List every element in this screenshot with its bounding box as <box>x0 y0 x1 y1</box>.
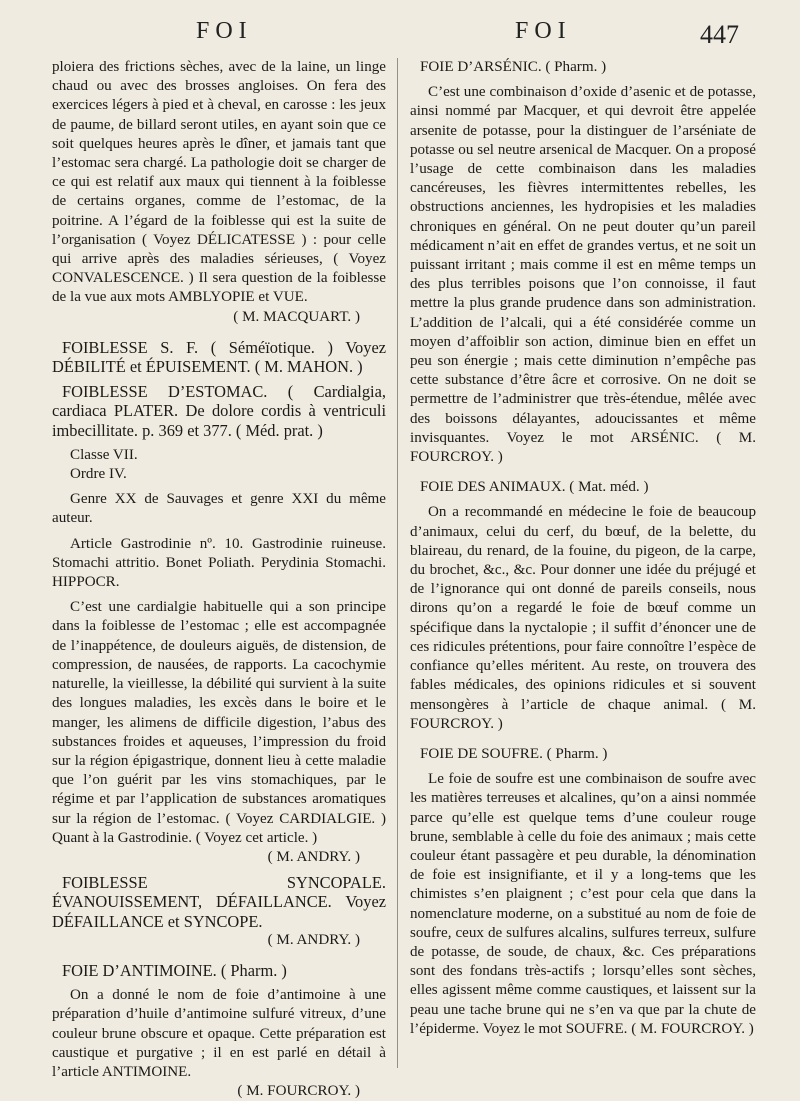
author-signature: ( M. FOURCROY. ) <box>237 1083 360 1100</box>
author-signature: ( M. ANDRY. ) <box>267 931 360 948</box>
paragraph-foie-antimoine: On a donné le nom de foie d’antimoine à une préparation d’huile d’antimoine sulfuré vitreux, d’une couleur brune obscure et opaque. Cette préparation est caustique et purgative ; il en est parlé en détail à l’article ANTIMOINE. <box>52 987 386 1080</box>
paragraph-cardialgie: C’est une cardialgie habituelle qui a son principe dans la foiblesse de l’estomac ; elle est accompagnée de l’inappétence, de douleurs aiguës, de distension, de compression, de nausées, de rapports. La cacochymie naturelle, la vieillesse, la débilité qui survient à la suite des longues maladies, les excès dans le boire et le manger, les alimens de difficile digestion, l’abus des substances froides et aqueuses, l’impression du froid sur la région épigastrique, donnent lieu à cette maladie que l’on guérit par les vins stomachiques, par le régime et par l’application de substances aromatiques sur la région de l’estomac. ( Voyez CARDIALGIE. ) Quant à la Gastrodinie. ( Voyez cet article. ) <box>52 599 386 846</box>
entry-foiblesse-syncopale: FOIBLESSE SYNCOPALE. ÉVANOUISSEMENT, DÉFAILLANCE. Voyez DÉFAILLANCE et SYNCOPE. <box>52 873 386 931</box>
running-head-right: FOI <box>515 18 572 44</box>
entry-foie-arsenic: FOIE D’ARSÉNIC. ( Pharm. ) <box>420 59 607 75</box>
paragraph-foie-soufre: Le foie de soufre est une combinaison de soufre avec les matières terreuses et alcalines, qu’on a ainsi nommée parce qu’elle est quelque tems d’une couleur rouge brune, semblable à celle du foie des animaux ; mais cette couleur étant passagère et peu durable, la dénomination de foie est insignifiante, et il y a long-tems que les chimistes s’en plaignent ; c’est pour cela que dans la nomenclature moderne, on a substitué au nom de foie de soufre, ceux de sulfures alcalins, sulfures terreux, sulfure de potasse, de soude, de chaux, &c. Ces préparations sont des fondans très-actifs ; lorsqu’elles sont sèches, elles agissent même comme caustiques, et laissent sur la peau une tache brune qui ne s’en va que par la chute de l’épiderme. Voyez le mot SOUFRE. ( M. FOURCROY. ) <box>410 771 756 1037</box>
paragraph-foie-arsenic: C’est une combinaison d’oxide d’asenic et de potasse, ainsi nommé par Macquer, et qui devroit être appelée arsenite de potasse, pour la distinguer de l’arséniate de potasse ou sel neutre arsenical de Macquer. On a proposé l’usage de cette combinaison dans les maladies cancéreuses, les fièvres intermittentes rebelles, les obstructions anciennes, les hydropisies et les maladies chroniques en général. On ne peut douter qu’un pareil médicament n’ait en effet de grandes vertus, et ne soit un puissant irritant ; mais comme il est en même temps un des plus terribles poisons que l’on connoisse, il faut mettre la plus grande prudence dans son administration. L’addition de l’alcali, qui a été considérée comme un moyen d’affoiblir son action, diminue bien en effet un peu son énergie ; mais cette diminution n’empêche pas cette substance d’être âcre et corrosive. On ne doit se permettre de l’administrer que très-étendue, mêlée avec des boissons délayantes, adoucissantes et même invisquantes. Voyez le mot ARSÉNIC. ( M. FOURCROY. ) <box>410 84 756 466</box>
entry-foiblesse-estomac: FOIBLESSE D’ESTOMAC. ( Cardialgia, cardiaca PLATER. De dolore cordis à ventriculi imbecillitate. p. 369 et 377. ( Méd. prat. ) <box>52 382 386 440</box>
classification-ordre: Ordre IV. <box>70 466 127 483</box>
classification-article: Article Gastrodinie nº. 10. Gastrodinie ruineuse. Stomachi attritio. Bonet Poliath. Perydinia Stomachi. HIPPOCR. <box>52 535 386 591</box>
paragraph-foie-animaux: On a recommandé en médecine le foie de beaucoup d’animaux, celui du cerf, du bœuf, de la belette, du blaireau, du renard, de la fouine, du pigeon, de la carpe, du brochet, &c., &c. Pour donner une idée du préjugé et de l’ignorance qui ont donné de pareils conseils, nous dirons qu’on a regardé le foie de bœuf comme un spécifique dans la nyctalopie ; il suffit d’énoncer une de ces ridicules prétentions, pour faire connoître l’espèce de confiance qu’elles méritent. Au reste, on trouvera des fables médicales, des opinions ridicules et si souvent mensongères à l’article de chaque animal. ( M. FOURCROY. ) <box>410 504 756 732</box>
page-number: 447 <box>700 20 739 49</box>
entry-foiblesse: FOIBLESSE S. F. ( Séméïotique. ) Voyez DÉBILITÉ et ÉPUISEMENT. ( M. MAHON. ) <box>52 337 386 377</box>
classification-classe: Classe VII. <box>70 446 138 463</box>
author-signature: ( M. MACQUART. ) <box>233 308 360 325</box>
entry-foie-animaux: FOIE DES ANIMAUX. ( Mat. méd. ) <box>420 479 649 496</box>
entry-foie-soufre: FOIE DE SOUFRE. ( Pharm. ) <box>420 745 608 762</box>
entry-foie-antimoine: FOIE D’ANTIMOINE. ( Pharm. ) <box>62 960 287 980</box>
left-column <box>52 58 386 1101</box>
running-head-left: FOI <box>196 18 253 44</box>
author-signature: ( M. ANDRY. ) <box>267 848 360 865</box>
running-header <box>0 18 800 52</box>
classification-genre: Genre XX de Sauvages et genre XXI du même auteur. <box>52 491 386 527</box>
right-column <box>410 58 756 1039</box>
paragraph-continued: ploiera des frictions sèches, avec de la laine, un linge chaud ou avec des brosses angloises. On fera des exercices légers à pied et à cheval, en carosse : les jeux de paume, de billard seront utiles, en ayant soin que ce soit quelques heures après le dîner, et jamais tant que l’estomac sera chargé. La pathologie doit se charger de ce qui est relatif aux maux qui tiennent à la foiblesse de certains organes, comme de l’estomac, de la poitrine. A l’égard de la foiblesse qui est la suite de l’organisation ( Voyez DÉLICATESSE ) : pour celle qui arrive après des maladies sérieuses, ( Voyez CONVALESCENCE. ) Il sera question de la foiblesse de la vue aux mots AMBLYOPIE et VUE. <box>52 59 386 306</box>
column-divider <box>397 58 398 1068</box>
